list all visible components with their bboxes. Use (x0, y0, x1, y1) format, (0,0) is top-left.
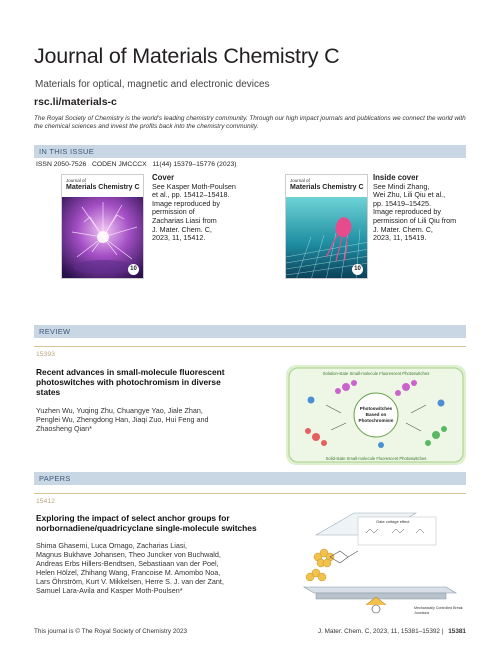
inside-cover-caption-heading: Inside cover (373, 173, 419, 182)
footer-citation-text: J. Mater. Chem. C, 2023, 11, 15381–15392 (317, 628, 440, 635)
inside-cover-caption-line: permission of Lili Qiu from (373, 215, 457, 225)
footer-page-number: 15381 (448, 628, 466, 635)
cover-caption-line: Zacharias Liasi from (152, 215, 217, 225)
graphic-center-line: Photoswitches (359, 406, 393, 411)
review-title-line: states (36, 387, 61, 397)
review-title-line: photoswitches with photochromism in diverse (36, 377, 221, 387)
inside-cover-caption-line: pp. 15419–15425. (373, 198, 431, 208)
graphic-bottom-label: Solid-state Small-molecule Fluorescent Photoswitches (325, 456, 427, 461)
inside-cover-thumb-journal-of: Journal of (290, 178, 310, 183)
coden: CODEN JMCCCX (91, 161, 147, 168)
cover-caption-line: J. Mater. Chem. C, (152, 224, 212, 234)
inside-cover-caption-line: Image reproduced by (373, 207, 441, 217)
cover-caption-line: Image reproduced by (152, 198, 220, 208)
section-papers: PAPERS (34, 472, 466, 485)
issue-range: 11(44) 15379–15776 (2023) (152, 161, 237, 168)
review-article-title[interactable] (36, 367, 225, 397)
paper-authors-line: Andreas Erbs Hillers-Bendtsen, Sebastiaan van der Poel, (36, 559, 219, 568)
paper-authors-line: Lars Öhrström, Kurt V. Mikkelsen, Herre S. J. van der Zant, (36, 577, 224, 586)
paper-page-number: 15412 (36, 498, 55, 505)
inside-cover-thumb-badge: 10 (352, 264, 363, 275)
review-authors-line: Yuzhen Wu, Yuqing Zhu, Chuangye Yao, Jiale Zhan, (36, 406, 203, 415)
graphic-center-line: Based on (365, 412, 387, 417)
review-authors-line: Penglei Wu, Zhengdong Han, Jiaqi Zuo, Hui Feng and (36, 415, 209, 424)
paper-article-authors (36, 541, 224, 595)
divider (34, 346, 466, 347)
footer-copyright: This journal is © The Royal Society of Chemistry 2023 (34, 628, 188, 635)
cover-image[interactable] (61, 174, 144, 279)
paper-authors-line: Shima Ghasemi, Luca Ornago, Zacharias Liasi, (36, 541, 188, 550)
paper-authors-line: Helen Hölzel, Zhihang Wang, Francoise M. Amombo Noa, (36, 568, 221, 577)
section-review: REVIEW (34, 325, 466, 338)
paper-authors-line: Magnus Bukhave Johansen, Theo Juncker von Buchwald, (36, 550, 221, 559)
cover-caption-heading: Cover (152, 173, 175, 182)
review-title-line: Recent advances in small-molecule fluorescent (36, 367, 225, 377)
graphic-center-line: Photochromism (358, 418, 394, 423)
paper-title-line: Exploring the impact of select anchor groups for (36, 513, 230, 523)
cover-thumb-journal-of: Journal of (66, 178, 86, 183)
journal-title: Journal of Materials Chemistry C (34, 44, 340, 68)
inside-cover-caption-line: J. Mater. Chem. C, (373, 224, 433, 234)
paper-article-title[interactable] (36, 513, 257, 533)
review-graphical-abstract (286, 365, 466, 465)
inside-cover-caption (373, 174, 471, 243)
inside-cover-image[interactable] (285, 174, 368, 279)
cover-caption-line: See Kasper Moth-Poulsen (152, 181, 236, 191)
section-in-this-issue: IN THIS ISSUE (34, 145, 466, 158)
divider (34, 493, 466, 494)
graphic-mcbj-label: Mechanically Controlled Break (414, 606, 463, 610)
review-article-authors (36, 406, 208, 433)
review-authors-line: Zhaosheng Qian* (36, 424, 92, 433)
paper-authors-line: Samuel Lara-Avila and Kasper Moth-Poulsen* (36, 586, 183, 595)
journal-url-link[interactable]: rsc.li/materials-c (34, 96, 117, 108)
inside-cover-caption-line: 2023, 11, 15419. (373, 233, 427, 243)
journal-blurb: The Royal Society of Chemistry is the world’s leading chemistry community. Through our high impact journals and publications we connect the world with the chemical sciences and invest the profits back into the chemistry community. (34, 115, 466, 130)
issn-line (36, 161, 237, 168)
inside-cover-caption-line: Wei Zhu, Lili Qiu et al., (373, 190, 446, 200)
inside-cover-caption-line: See Mindi Zhang, (373, 181, 430, 191)
cover-caption-line: et al., pp. 15412–15418. (152, 190, 230, 200)
graphic-gate-label: Gate voltage effect (376, 519, 410, 524)
review-page-number: 15393 (36, 351, 55, 358)
cover-thumb-title: Materials Chemistry C (66, 184, 140, 191)
cover-caption-line: 2023, 11, 15412. (152, 233, 206, 243)
paper-title-line: norbornadiene/quadricyclane single-molecule switches (36, 523, 257, 533)
cover-thumb-badge: 10 (128, 264, 139, 275)
issn: ISSN 2050-7526 (36, 161, 87, 168)
cover-caption-line: permission of (152, 207, 195, 217)
graphic-top-label: Solution-state Small-molecule Fluorescent Photoswitches (322, 371, 430, 376)
footer-citation (318, 628, 466, 635)
inside-cover-thumb-title: Materials Chemistry C (290, 184, 364, 191)
footer-separator: | (441, 628, 444, 635)
graphic-mcbj-label: Junctions (414, 611, 430, 615)
cover-caption (152, 174, 242, 243)
journal-subtitle: Materials for optical, magnetic and electronic devices (35, 79, 270, 90)
paper-graphical-abstract (296, 505, 464, 617)
